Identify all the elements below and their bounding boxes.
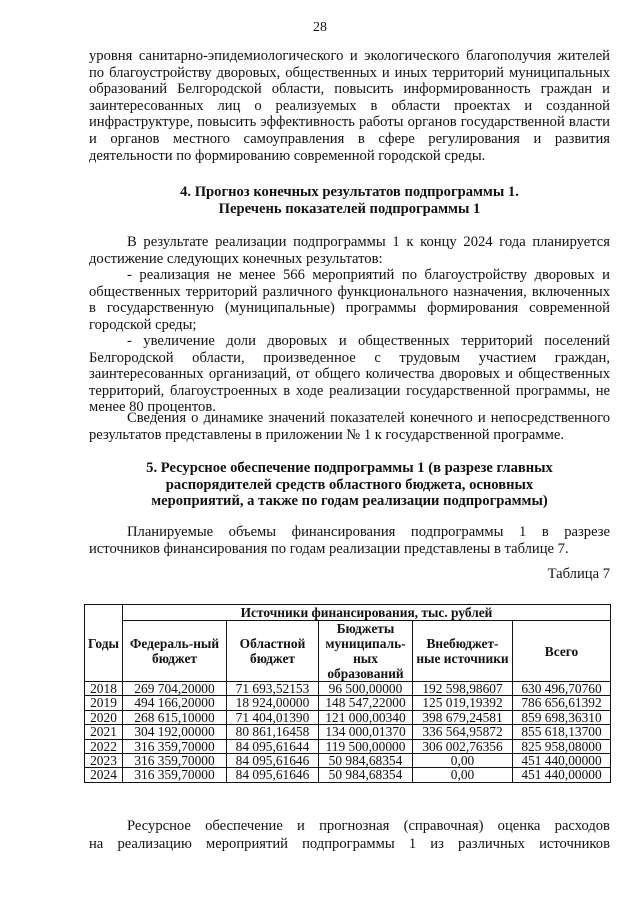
cell-total: 855 618,13700: [513, 725, 611, 739]
cell-municipal: 121 000,00340: [319, 710, 413, 724]
cell-offbudget: 0,00: [413, 768, 513, 782]
closing-word: на: [89, 836, 104, 852]
cell-offbudget: 336 564,95872: [413, 725, 513, 739]
cell-regional: 84 095,61646: [227, 754, 319, 768]
closing-word: источников: [539, 836, 610, 852]
cell-offbudget: 125 019,19392: [413, 696, 513, 710]
cell-total: 859 698,36310: [513, 710, 611, 724]
cell-municipal: 119 500,00000: [319, 739, 413, 753]
cell-regional: 80 861,16458: [227, 725, 319, 739]
page-number: 28: [313, 20, 327, 35]
cell-regional: 84 095,61644: [227, 739, 319, 753]
cell-year: 2023: [85, 754, 123, 768]
cell-federal: 304 192,00000: [123, 725, 227, 739]
closing-word: (справочная): [403, 818, 484, 834]
closing-word: обеспечение: [205, 818, 283, 834]
closing-word: из: [430, 836, 444, 852]
closing-line-2: [89, 836, 610, 853]
cell-regional: 84 095,61646: [227, 768, 319, 782]
cell-regional: 18 924,00000: [227, 696, 319, 710]
header-federal: Федераль-ный бюджет: [123, 621, 227, 682]
table-row: [85, 768, 611, 782]
section-4-title-line-1: 4. Прогноз конечных результатов подпрограммы 1.: [180, 184, 519, 200]
section-4-bullet-1: - реализация не менее 566 мероприятий по благоустройству дворовых и общественных территорий различного функционального назначения, включенных в государственную (муниципальные) программы формирования современной городской среды;: [89, 267, 610, 333]
header-offbudget: Внебюджет-ные источники: [413, 621, 513, 682]
cell-total: 630 496,70760: [513, 682, 611, 696]
cell-municipal: 148 547,22000: [319, 696, 413, 710]
cell-offbudget: 398 679,24581: [413, 710, 513, 724]
cell-federal: 316 359,70000: [123, 739, 227, 753]
section-5-intro: Планируемые объемы финансирования подпрограммы 1 в разрезе источников финансирования по годам реализации представлены в таблице 7.: [89, 524, 610, 557]
cell-offbudget: 0,00: [413, 754, 513, 768]
section-4-bullet-2: - увеличение доли дворовых и общественных территорий поселений Белгородской области, произведенное с трудовым участием граждан, заинтересованных организаций, от общего количества дворовых и общественных территорий, благоустроенных в ходе реализации государственной программы, не менее 80 процентов.: [89, 333, 610, 416]
cell-offbudget: 306 002,76356: [413, 739, 513, 753]
cell-municipal: 96 500,00000: [319, 682, 413, 696]
cell-year: 2022: [85, 739, 123, 753]
closing-word: и: [297, 818, 305, 834]
table-row: [85, 696, 611, 710]
closing-word: мероприятий: [206, 836, 288, 852]
table-row: [85, 754, 611, 768]
section-5-title-line-1: 5. Ресурсное обеспечение подпрограммы 1 (в разрезе главных: [146, 460, 553, 476]
cell-regional: 71 404,01390: [227, 710, 319, 724]
closing-word: 1: [408, 836, 417, 852]
cell-total: 451 440,00000: [513, 768, 611, 782]
header-total: Всего: [513, 621, 611, 682]
cell-federal: 494 166,20000: [123, 696, 227, 710]
section-4-dynamics: Сведения о динамике значений показателей конечного и непосредственного результатов представлены в приложении № 1 к государственной программе.: [89, 410, 610, 443]
closing-word: различных: [458, 836, 525, 852]
section-4-title-line-2: Перечень показателей подпрограммы 1: [218, 200, 481, 217]
cell-regional: 71 693,52153: [227, 682, 319, 696]
section-5-heading: [89, 460, 610, 510]
section-5-title-line-3: мероприятий, а также по годам реализации подпрограммы): [151, 493, 548, 510]
cell-offbudget: 192 598,98607: [413, 682, 513, 696]
header-sources-group: Источники финансирования, тыс. рублей: [123, 605, 611, 621]
cell-total: 786 656,61392: [513, 696, 611, 710]
closing-word: расходов: [554, 818, 610, 834]
header-regional: Областной бюджет: [227, 621, 319, 682]
table-row: [85, 710, 611, 724]
cell-year: 2020: [85, 710, 123, 724]
section-5-title-line-2: распорядителей средств областного бюджета, основных: [165, 476, 534, 493]
cell-federal: 316 359,70000: [123, 768, 227, 782]
cell-year: 2019: [85, 696, 123, 710]
header-years: Годы: [85, 605, 123, 682]
intro-paragraph: уровня санитарно-эпидемиологического и экологического благополучия жителей по благоустройству дворовых, общественных и иных территорий муниципальных образований Белгородской области, повысить информированность граждан и заинтересованных лиц о реализуемых в области проектах и созданной инфраструктуре, повысить эффективность работы органов государственной власти и органов местного самоуправления в сфере регулирования и развития деятельности по формированию современной городской среды.: [89, 48, 610, 164]
financing-table: [84, 604, 611, 783]
table-row: [85, 682, 611, 696]
section-4-intro: В результате реализации подпрограммы 1 к концу 2024 года планируется достижение следующих конечных результатов:: [89, 234, 610, 267]
cell-federal: 269 704,20000: [123, 682, 227, 696]
cell-municipal: 134 000,01370: [319, 725, 413, 739]
closing-word: Ресурсное: [127, 818, 191, 834]
cell-year: 2024: [85, 768, 123, 782]
cell-total: 825 958,08000: [513, 739, 611, 753]
table-row: [85, 739, 611, 753]
closing-word: реализацию: [117, 836, 192, 852]
cell-municipal: 50 984,68354: [319, 768, 413, 782]
cell-year: 2018: [85, 682, 123, 696]
cell-total: 451 440,00000: [513, 754, 611, 768]
table-row: [85, 725, 611, 739]
cell-municipal: 50 984,68354: [319, 754, 413, 768]
closing-word: подпрограммы: [302, 836, 395, 852]
cell-federal: 268 615,10000: [123, 710, 227, 724]
header-municipal: Бюджеты муниципаль-ных образований: [319, 621, 413, 682]
table-caption: Таблица 7: [547, 566, 610, 582]
cell-federal: 316 359,70000: [123, 754, 227, 768]
section-4-heading: [89, 184, 610, 217]
cell-year: 2021: [85, 725, 123, 739]
closing-word: прогнозная: [319, 818, 390, 834]
closing-line-1: [127, 818, 610, 835]
closing-word: оценка: [497, 818, 541, 834]
